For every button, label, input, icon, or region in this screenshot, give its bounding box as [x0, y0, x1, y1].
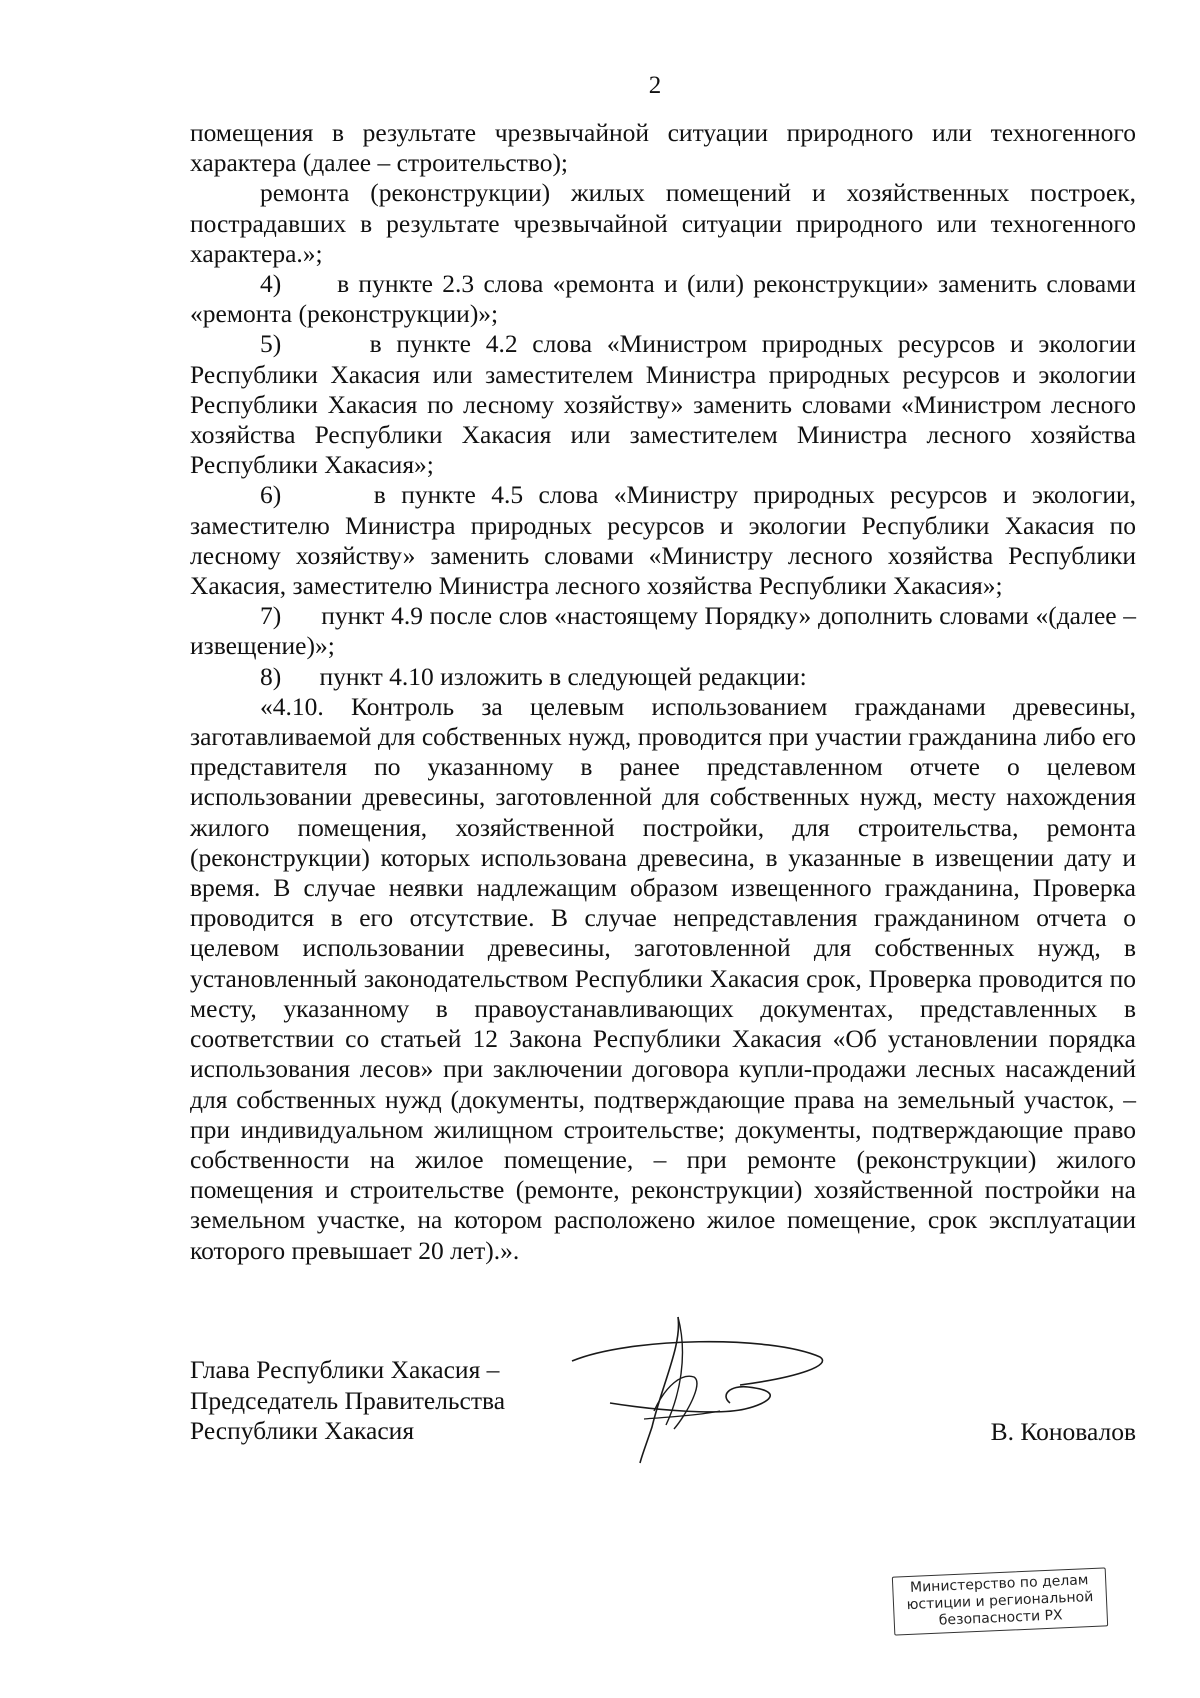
- stamp-line: юстиции и региональной: [906, 1588, 1094, 1614]
- paragraph: 8) пункт 4.10 изложить в следующей редакции:: [260, 661, 807, 691]
- paragraph: помещения в результате чрезвычайной ситуации природного или техногенного характера (далее – строительство);: [190, 118, 1136, 178]
- handwritten-signature: [570, 1315, 830, 1465]
- signatory-name: В. Коновалов: [990, 1417, 1136, 1446]
- registration-stamp: [892, 1567, 1108, 1635]
- stamp-line: безопасности РХ: [938, 1607, 1063, 1629]
- paragraph: 4) в пункте 2.3 слова «ремонта и (или) реконструкции» заменить словами «ремонта (реконструкции)»;: [190, 269, 1136, 329]
- paragraph: 6) в пункте 4.5 слова «Министру природных ресурсов и экологии, заместителю Министра природных ресурсов и экологии Республики Хакасия по лесному хозяйству» заменить словами «Министру лесного хозяйства Республики Хакасия, заместителю Министра лесного хозяйства Республики Хакасия»;: [190, 480, 1136, 601]
- page-number: 2: [648, 72, 662, 99]
- stamp-line: Министерство по делам: [909, 1572, 1089, 1596]
- document-body: [190, 118, 1136, 1266]
- signatory-title-line: Глава Республики Хакасия –: [190, 1355, 500, 1384]
- paragraph: 5) в пункте 4.2 слова «Министром природных ресурсов и экологии Республики Хакасия или заместителем Министра природных ресурсов и экологии Республики Хакасия по лесному хозяйству» заменить словами «Министром лесного хозяйства Республики Хакасия или заместителем Министра лесного хозяйства Республики Хакасия»;: [190, 329, 1136, 480]
- paragraph: «4.10. Контроль за целевым использованием гражданами древесины, заготавливаемой для собственных нужд, проводится при участии гражданина либо его представителя по указанному в ранее представленном отчете о целевом использовании древесины, заготовленной для собственных нужд, месту нахождения жилого помещения, хозяйственной постройки, для строительства, ремонта (реконструкции) которых использована древесина, в указанные в извещении дату и время. В случае неявки надлежащим образом извещенного гражданина, Проверка проводится в его отсутствие. В случае непредставления гражданином отчета о целевом использовании древесины, заготовленной для собственных нужд, в установленный законодательством Республики Хакасия срок, Проверка проводится по месту, указанному в правоустанавливающих документах, представленных в соответствии со статьей 12 Закона Республики Хакасия «Об установлении порядка использования лесов» при заключении договора купли-продажи лесных насаждений для собственных нужд (документы, подтверждающие права на земельный участок, – при индивидуальном жилищном строительстве; документы, подтверждающие право собственности на жилое помещение, – при ремонте (реконструкции) жилого помещения и строительстве (ремонте, реконструкции) хозяйственной постройки на земельном участке, на котором расположено жилое помещение, срок эксплуатации которого превышает 20 лет).».: [190, 691, 1136, 1265]
- signatory-title: [190, 1355, 505, 1447]
- signatory-title-line: Республики Хакасия: [190, 1416, 415, 1445]
- signatory-title-line: Председатель Правительства: [190, 1385, 506, 1415]
- paragraph: 7) пункт 4.9 после слов «настоящему Порядку» дополнить словами «(далее – извещение)»;: [190, 601, 1136, 661]
- paragraph: ремонта (реконструкции) жилых помещений и хозяйственных построек, пострадавших в результате чрезвычайной ситуации природного или техногенного характера.»;: [190, 178, 1136, 268]
